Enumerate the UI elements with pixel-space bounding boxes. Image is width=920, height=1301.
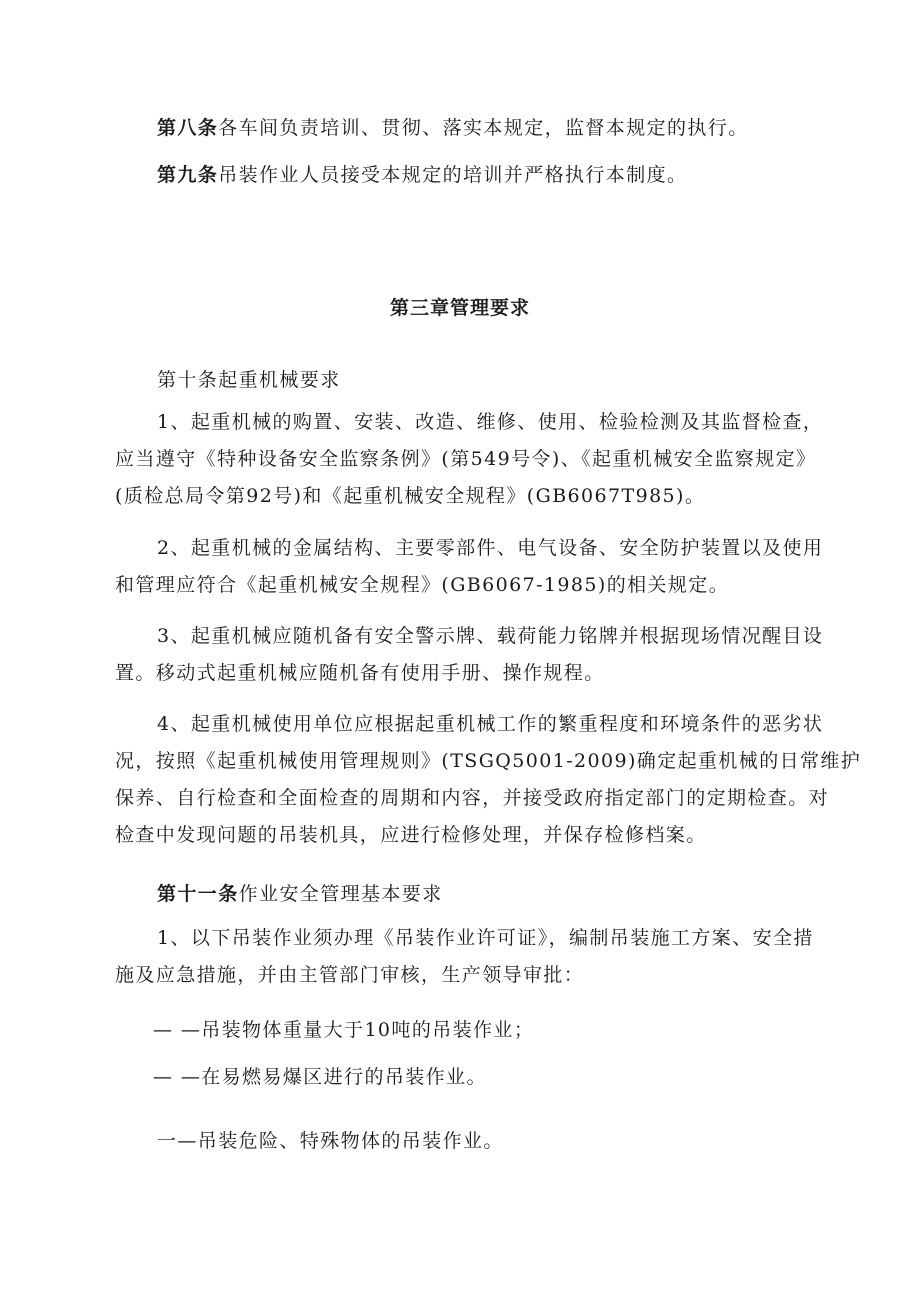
- article-11: [157, 876, 810, 913]
- item-2-line-2: 和管理应符合《起重机械安全规程》(GB6067-1985)的相关规定。: [115, 574, 730, 596]
- article-11-item-1: [115, 920, 814, 994]
- dash-item-3: 一—吊装危险、特殊物体的吊装作业。: [157, 1130, 504, 1152]
- item-4-line-2: 况，按照《起重机械使用管理规则》(TSGQ5001-2009)确定起重机械的日常维护: [115, 750, 862, 772]
- article-11-item-1-line-1: 1、以下吊装作业须办理《吊装作业许可证》，编制吊装施工方案、安全措: [157, 927, 814, 949]
- item-3-line-1: 3、起重机械应随机备有安全警示牌、载荷能力铭牌并根据现场情况醒目设: [157, 625, 824, 647]
- dash-item-2: — —在易燃易爆区进行的吊装作业。: [153, 1066, 487, 1088]
- article-10-item-2: [115, 530, 824, 604]
- article-8: [157, 110, 810, 147]
- article-9-text: 吊装作业人员接受本规定的培训并严格执行本制度。: [218, 164, 688, 186]
- item-1-line-2: 应当遵守《特种设备安全监察条例》(第549号令)、《起重机械安全监察规定》: [115, 448, 817, 470]
- article-9: [157, 157, 810, 194]
- item-3-line-2: 置。移动式起重机械应随机备有使用手册、操作规程。: [115, 662, 605, 684]
- article-10-item-3: [115, 618, 824, 692]
- article-9-label: 第九条: [157, 164, 219, 186]
- article-11-item-1-line-2: 施及应急措施，并由主管部门审核，生产领导审批：: [115, 964, 585, 986]
- article-8-text: 各车间负责培训、贯彻、落实本规定，监督本规定的执行。: [218, 117, 749, 139]
- item-2-line-1: 2、起重机械的金属结构、主要零部件、电气设备、安全防护装置以及使用: [157, 537, 824, 559]
- article-11-text: 作业安全管理基本要求: [238, 883, 443, 905]
- dash-item-1: — —吊装物体重量大于10吨的吊装作业；: [153, 1019, 535, 1041]
- article-10-item-4: [115, 706, 862, 854]
- item-1-line-1: 1、起重机械的购置、安装、改造、维修、使用、检验检测及其监督检查，: [157, 411, 824, 433]
- chapter-3-title: 第三章管理要求: [389, 297, 530, 319]
- article-8-label: 第八条: [157, 117, 219, 139]
- item-4-line-3: 保养、自行检查和全面检查的周期和内容，并接受政府指定部门的定期检查。对: [115, 787, 830, 809]
- item-1-line-3: (质检总局令第92号)和《起重机械安全规程》(GB6067T985)。: [115, 485, 706, 507]
- item-4-line-1: 4、起重机械使用单位应根据起重机械工作的繁重程度和环境条件的恶劣状: [157, 713, 824, 735]
- article-10-item-1: [115, 404, 824, 515]
- article-11-label: 第十一条: [157, 883, 239, 905]
- article-10-title: 第十条起重机械要求: [157, 369, 341, 391]
- item-4-line-4: 检查中发现问题的吊装机具，应进行检修处理，并保存检修档案。: [115, 824, 707, 846]
